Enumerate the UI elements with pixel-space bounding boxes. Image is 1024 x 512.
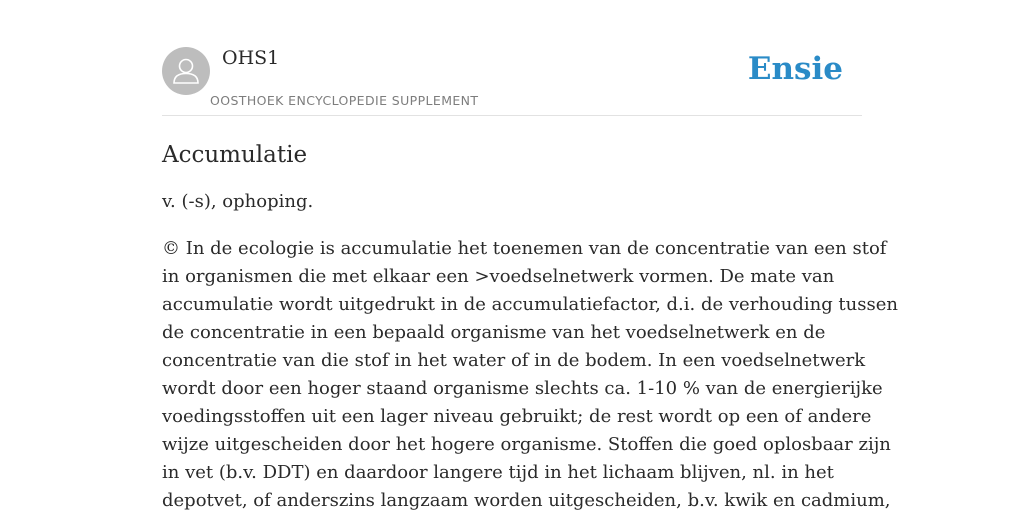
body-line: in organismen die met elkaar een >voedselnetwerk vormen. De mate van: [162, 266, 835, 287]
ensie-logo[interactable]: Ensie: [747, 51, 843, 87]
body-line: concentratie van die stof in het water of in de bodem. In een voedselnetwerk: [162, 350, 866, 371]
body-line: wijze uitgescheiden door het hogere organisme. Stoffen die goed oplosbaar zijn: [162, 434, 891, 455]
body-line: © In de ecologie is accumulatie het toenemen van de concentratie van een stof: [162, 238, 887, 259]
user-avatar-icon[interactable]: [162, 47, 210, 95]
article-content: [162, 138, 898, 512]
body-line: accumulatie wordt uitgedrukt in de accumulatiefactor, d.i. de verhouding tussen: [162, 294, 898, 315]
body-line: de concentratie in een bepaald organisme van het voedselnetwerk en de: [162, 322, 826, 343]
article-definition: v. (-s), ophoping.: [162, 191, 314, 212]
body-line: in vet (b.v. DDT) en daardoor langere tijd in het lichaam blijven, nl. in het: [162, 462, 834, 483]
article-body: [162, 235, 898, 512]
article-header: [162, 0, 862, 116]
avatar-silhouette: [162, 47, 210, 95]
body-line: wordt door een hoger staand organisme slechts ca. 1-10 % van de energierijke: [162, 378, 883, 399]
body-line: voedingsstoffen uit een lager niveau gebruikt; de rest wordt op een of andere: [162, 406, 872, 427]
source-label[interactable]: OOSTHOEK ENCYCLOPEDIE SUPPLEMENT: [210, 93, 479, 108]
article-title: Accumulatie: [162, 142, 308, 168]
body-line: depotvet, of anderszins langzaam worden uitgescheiden, b.v. kwik en cadmium,: [162, 490, 891, 511]
user-name-link[interactable]: OHS1: [222, 47, 280, 69]
